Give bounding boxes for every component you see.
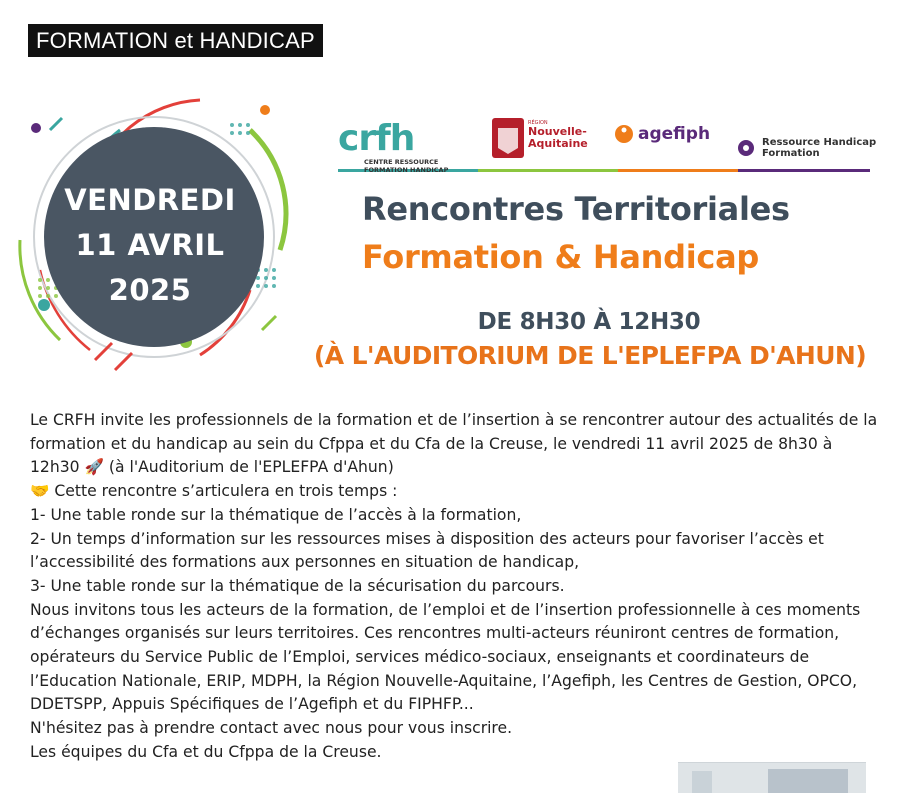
date-day-month: 11 AVRIL [75, 228, 225, 262]
article-item-2: 2- Un temps d’information sur les ressources mises à disposition des acteurs pour favoriser l’accès et l’accessibilité des formations aux personnes en situation de handicap, [30, 529, 824, 572]
date-year: 2025 [108, 273, 192, 307]
article-invitation: Nous invitons tous les acteurs de la formation, de l’emploi et de l’insertion professionnelle à ces moments d’échanges organisés sur leurs territoires. Ces rencontres multi-acteurs réuniront centres de formation, opérateurs du Service Public de l’Emploi, services médico-sociaux, enseignants et coordinateurs de l’Education Nationale, ERIP, MDPH, la Région Nouvelle-Aquitaine, l’Agefiph, les Centres de Gestion, OPCO, DDETSPP, Appuis Spécifiques de l’Agefiph et du FIPHFP... [30, 600, 861, 714]
event-title: Rencontres Territoriales [362, 190, 790, 228]
article-signature: Les équipes du Cfa et du Cfppa de la Creuse. [30, 742, 382, 761]
event-date [40, 178, 260, 313]
article-contact: N'hésitez pas à prendre contact avec nous pour vous inscrire. [30, 719, 513, 738]
agefiph-logo: agefiph [638, 124, 711, 144]
article-body [30, 409, 880, 765]
crfh-logo-subtitle: CENTRE RESSOURCE FORMATION HANDICAP [364, 158, 449, 174]
article-photo-thumbnail[interactable] [678, 762, 866, 793]
article-item-1: 1- Une table ronde sur la thématique de l’accès à la formation, [30, 505, 522, 524]
event-subtitle: Formation & Handicap [362, 238, 759, 276]
photo-screen-shape [768, 769, 848, 793]
photo-frame-shape [692, 771, 712, 793]
category-tag[interactable]: FORMATION et HANDICAP [28, 24, 323, 57]
article-structure: 🤝 Cette rencontre s’articulera en trois temps : [30, 482, 398, 501]
article-intro: Le CRFH invite les professionnels de la formation et de l’insertion à se rencontrer autour des actualités de la formation et du handicap au sein du Cfppa et du Cfa de la Creuse, le vendredi 11 avril 2025 de 8h30 à 12h30 🚀 (à l'Auditorium de l'EPLEFPA d'Ahun) [30, 411, 878, 477]
orange-accent-dot [260, 105, 270, 115]
event-time: DE 8H30 À 12H30 [477, 309, 701, 335]
event-location: (À L'AUDITORIUM DE L'EPLEFPA D'AHUN) [313, 341, 867, 370]
rhf-logo-text: Ressource Handicap Formation [762, 137, 877, 159]
region-logo-text: RÉGION Nouvelle- Aquitaine [528, 120, 588, 150]
partner-logos [338, 118, 878, 173]
article-item-3: 3- Une table ronde sur la thématique de la sécurisation du parcours. [30, 576, 565, 595]
purple-accent-dot [31, 123, 41, 133]
date-weekday: VENDREDI [64, 183, 236, 217]
crfh-logo: crfh [338, 118, 415, 159]
